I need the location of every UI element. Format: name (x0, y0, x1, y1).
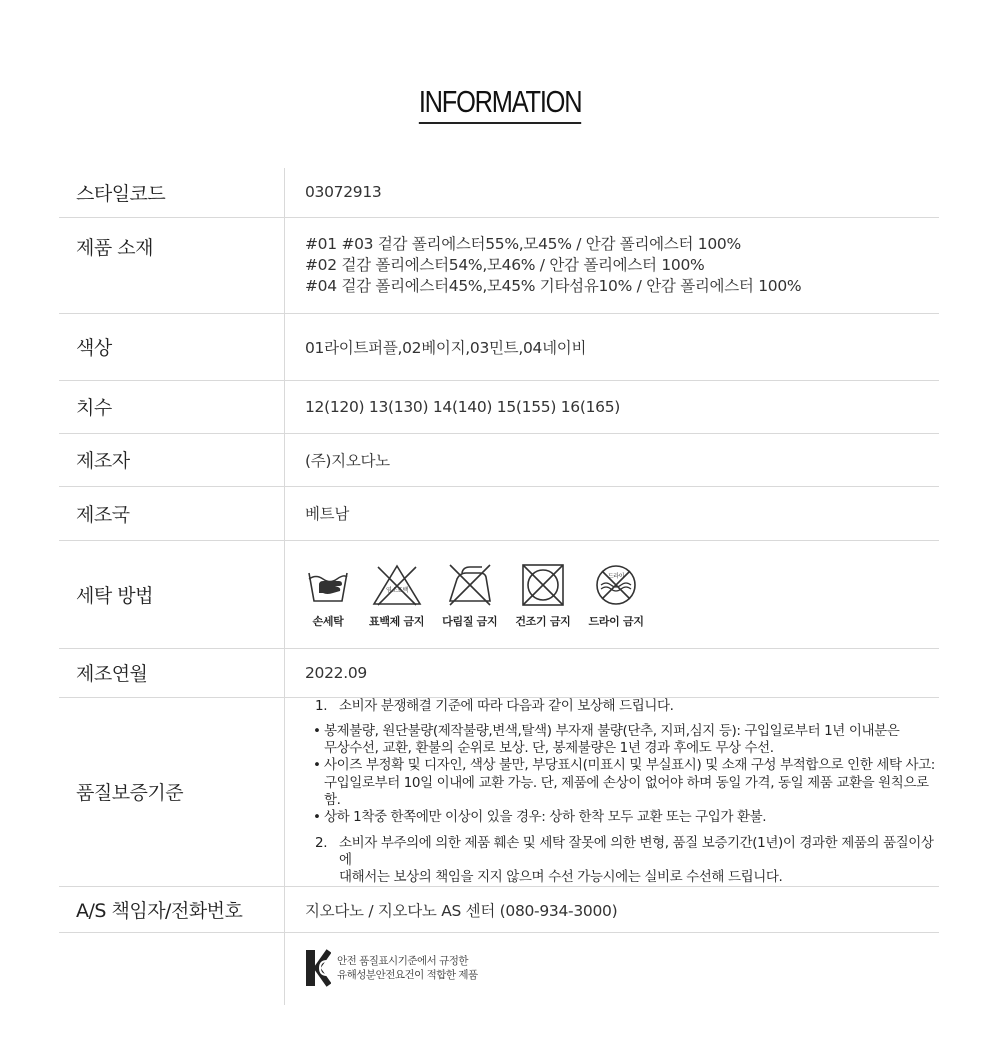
quality-item-1-num: 1. (315, 697, 328, 714)
no-dry-clean-item (589, 563, 644, 629)
quality-bullet-2 (313, 757, 939, 809)
kc-text (337, 954, 478, 982)
no-bleach-item (369, 563, 424, 629)
hand-wash-icon (305, 563, 351, 607)
row-color (59, 313, 939, 380)
row-material (59, 217, 939, 313)
value-quality (285, 697, 940, 887)
value-as: 지오다노 / 지오다노 AS 센터 (080-934-3000) (285, 887, 940, 933)
washing-icons (305, 559, 939, 629)
no-dry-clean-caption: 드라이 금지 (588, 615, 644, 628)
no-bleach-icon-text: 염소표백 (385, 587, 408, 594)
label-washing: 세탁 방법 (59, 540, 285, 648)
quality-item-1 (313, 698, 939, 715)
no-dry-clean-icon-text: 드라이 (607, 573, 625, 580)
label-country: 제조국 (59, 486, 285, 540)
material-line-2: #02 겉감 폴리에스터54%,모46% / 안감 폴리에스터 100% (305, 255, 705, 274)
page-title: INFORMATION (419, 84, 582, 124)
quality-bullet-3-line1: 상하 1착중 한쪽에만 이상이 있을 경우: 상하 한착 모두 교환 또는 구입가 환불. (324, 809, 767, 826)
row-quality (59, 697, 939, 887)
quality-bullet-3 (313, 809, 939, 826)
bullet-dot: • (313, 722, 321, 739)
kc-certification (305, 949, 939, 987)
label-quality: 품질보증기준 (59, 697, 285, 887)
quality-bullet-1-line2: 무상수선, 교환, 환불의 순위로 보상. 단, 봉제불량은 1년 경과 후에도 무상 수선. (324, 740, 774, 757)
material-line-3: #04 겉감 폴리에스터45%,모45% 기타섬유10% / 안감 폴리에스터 100% (305, 276, 802, 295)
value-washing (285, 540, 940, 648)
bullet-dot: • (313, 757, 321, 774)
no-bleach-icon (370, 563, 424, 607)
label-manufacture-date: 제조연월 (59, 648, 285, 697)
value-country: 베트남 (285, 486, 940, 540)
quality-item-2-line2: 대해서는 보상의 책임을 지지 않으며 수선 가능시에는 실비로 수선해 드립니다. (339, 869, 783, 886)
quality-bullet-1-line1: 봉제불량, 원단불량(제작불량,변색,탈색) 부자재 불량(단추, 지퍼,심지 등): 구입일로부터 1년 이내분은 (324, 722, 900, 739)
row-kc (59, 933, 939, 1005)
row-washing (59, 540, 939, 648)
value-material (285, 217, 940, 313)
no-iron-item (442, 563, 497, 629)
row-size (59, 380, 939, 433)
no-tumble-dry-icon (519, 563, 567, 607)
quality-item-1-text: 소비자 분쟁해결 기준에 따라 다음과 같이 보상해 드립니다. (339, 697, 674, 714)
no-tumble-dry-caption: 건조기 금지 (515, 615, 571, 628)
value-kc (285, 933, 940, 1005)
label-maker: 제조자 (59, 433, 285, 486)
label-kc-empty (59, 933, 285, 1005)
kc-text-line2: 유해성분안전요건이 적합한 제품 (337, 969, 478, 982)
hand-wash-item (305, 563, 351, 629)
material-line-1: #01 #03 겉감 폴리에스터55%,모45% / 안감 폴리에스터 100% (305, 234, 741, 253)
no-iron-caption: 다림질 금지 (442, 615, 498, 628)
page-title-wrap (0, 84, 1000, 124)
row-as (59, 887, 939, 933)
row-manufacture-date (59, 648, 939, 697)
value-color: 01라이트퍼플,02베이지,03민트,04네이비 (285, 313, 940, 380)
label-style-code: 스타일코드 (59, 168, 285, 217)
no-bleach-caption: 표백제 금지 (369, 615, 425, 628)
value-size: 12(120) 13(130) 14(140) 15(155) 16(165) (285, 380, 940, 433)
quality-text (313, 698, 939, 887)
label-color: 색상 (59, 313, 285, 380)
no-dry-clean-icon (593, 563, 639, 607)
hand-wash-caption: 손세탁 (312, 615, 344, 628)
quality-bullet-2-line1: 사이즈 부정확 및 디자인, 색상 불만, 부당표시(미표시 및 부실표시) 및 소재 구성 부적합으로 인한 세탁 사고: (324, 757, 935, 774)
label-as: A/S 책임자/전화번호 (59, 887, 285, 933)
bullet-dot: • (313, 809, 321, 826)
label-size: 치수 (59, 380, 285, 433)
value-maker: (주)지오다노 (285, 433, 940, 486)
value-manufacture-date: 2022.09 (285, 648, 940, 697)
value-style-code: 03072913 (285, 168, 940, 217)
quality-bullet-1 (313, 723, 939, 758)
row-style-code (59, 168, 939, 217)
quality-item-2-line1: 소비자 부주의에 의한 제품 훼손 및 세탁 잘못에 의한 변형, 품질 보증기간(1년)이 경과한 제품의 품질이상에 (339, 834, 934, 868)
no-tumble-dry-item (515, 563, 570, 629)
quality-item-2 (313, 835, 939, 887)
info-table (59, 168, 939, 1005)
kc-text-line1: 안전 품질표시기준에서 규정한 (337, 955, 469, 968)
row-maker (59, 433, 939, 486)
row-country (59, 486, 939, 540)
quality-item-2-num: 2. (315, 834, 328, 851)
no-iron-icon (444, 563, 496, 607)
quality-bullet-2-line2: 구입일로부터 10일 이내에 교환 가능. 단, 제품에 손상이 없어야 하며 동일 가격, 동일 제품 교환을 원칙으로 함. (324, 774, 929, 808)
kc-mark-icon (305, 949, 331, 987)
label-material: 제품 소재 (59, 217, 285, 313)
